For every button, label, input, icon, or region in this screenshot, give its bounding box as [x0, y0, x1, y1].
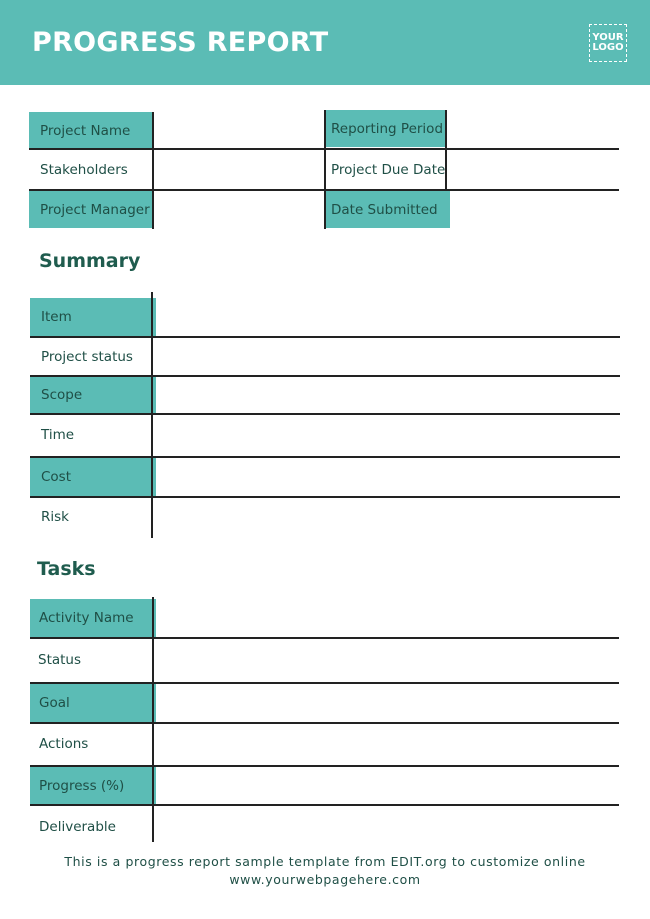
label-risk: Risk [41, 508, 69, 525]
logo-line-1: YOUR [592, 32, 624, 43]
divider [30, 804, 619, 806]
label-status: Status [38, 651, 82, 668]
footer-text: This is a progress report sample template from EDIT.org to customize online [64, 854, 586, 869]
label-deliverable: Deliverable [39, 818, 116, 835]
label-project-name: Project Name [29, 112, 153, 149]
divider [30, 456, 620, 458]
divider [29, 189, 619, 191]
label-reporting-period: Reporting Period [326, 110, 446, 147]
divider [30, 413, 620, 415]
label-project-status: Project status [41, 348, 133, 365]
logo-line-2: LOGO [592, 42, 624, 53]
tasks-title: Tasks [37, 558, 96, 580]
divider [30, 637, 619, 639]
label-project-due-date: Project Due Date [331, 161, 446, 178]
footer-website: www.yourwebpagehere.com [229, 872, 421, 887]
label-project-manager: Project Manager [29, 191, 153, 228]
page-title: PROGRESS REPORT [32, 27, 329, 58]
label-progress: Progress (%) [30, 767, 156, 804]
label-stakeholders: Stakeholders [40, 161, 128, 178]
label-actions: Actions [39, 735, 89, 752]
divider [30, 682, 619, 684]
label-goal: Goal [30, 684, 156, 722]
label-cost: Cost [30, 458, 156, 496]
divider [152, 112, 154, 229]
divider [151, 292, 153, 538]
divider [30, 765, 619, 767]
header-bar [0, 0, 650, 85]
divider [30, 336, 620, 338]
label-scope: Scope [30, 377, 156, 413]
divider [445, 110, 447, 190]
divider [324, 110, 326, 229]
logo-placeholder [589, 24, 627, 62]
divider [30, 375, 620, 377]
divider [29, 148, 619, 150]
label-item: Item [30, 298, 156, 336]
divider [30, 496, 620, 498]
divider [30, 722, 619, 724]
label-time: Time [41, 426, 75, 443]
summary-title: Summary [39, 250, 141, 272]
label-date-submitted: Date Submitted [326, 191, 450, 228]
label-activity-name: Activity Name [30, 599, 156, 637]
